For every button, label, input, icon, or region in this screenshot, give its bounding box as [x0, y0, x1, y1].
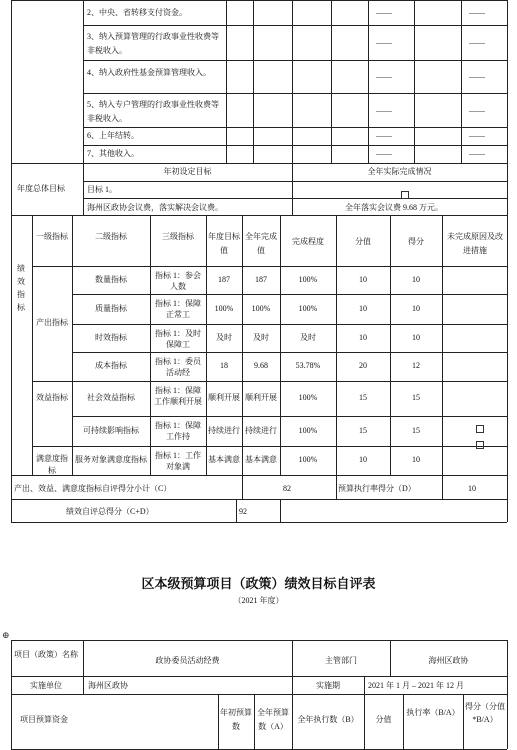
header-completion: 完成程度: [292, 237, 324, 246]
benefit-indicator-label: 效益指标: [36, 393, 68, 402]
income-row-label: 7、其他收入。: [87, 149, 139, 158]
actual-detail: 全年落实会议费 9.68 万元。: [345, 203, 443, 212]
dash-cell: ——: [469, 131, 485, 140]
indicator-target-cell: 持续进行: [208, 426, 240, 435]
indicator-l2-cell: 可持续影响指标: [83, 426, 139, 435]
indicator-actual-cell: 持续进行: [245, 426, 277, 435]
indicator-score-cell: 12: [412, 361, 420, 370]
indicator-l2-cell: 时效指标: [95, 333, 127, 342]
income-row-label: 2、中央、省转移支付资金。: [87, 8, 187, 17]
checkbox-icon[interactable]: [476, 436, 484, 454]
indicator-actual-cell: 9.68: [254, 361, 268, 370]
indicator-target-cell: 顺利开展: [208, 393, 240, 402]
funds-label: 项目预算资金: [20, 715, 68, 724]
indicator-actual-cell: 及时: [253, 333, 269, 342]
header-reason: 未完成原因及改进措施: [447, 232, 503, 255]
dash-cell: ——: [376, 38, 392, 47]
satisfaction-indicator-label: 满意度指标: [36, 454, 68, 475]
indicator-target-cell: 基本满意: [208, 455, 240, 464]
subtotal-label: 产出、效益、满意度指标自评得分小计（C）: [14, 484, 172, 493]
output-indicator-label: 产出指标: [36, 318, 68, 327]
indicator-actual-cell: 100%: [251, 304, 271, 313]
actual-goal-header: 全年实际完成情况: [367, 167, 432, 176]
header-score: 得分: [408, 237, 424, 246]
indicator-score-cell: 15: [412, 393, 420, 402]
indicator-target-cell: 及时: [216, 333, 232, 342]
initial-goal-header: 年初设定目标: [163, 167, 212, 176]
second-title: 区本级预算项目（政策）绩效目标自评表: [141, 577, 376, 592]
indicator-l3-cell: 指标 1：保障工作顺利开展: [154, 386, 202, 406]
indicator-completion-cell: 100%: [298, 393, 318, 402]
goal-detail: 海州区政协会议费，落实解决会议费。: [87, 203, 223, 212]
header-target: 年度目标值: [208, 232, 240, 255]
indicator-l3-cell: 指标 1：保障正常工: [155, 299, 201, 319]
indicator-value-cell: 10: [359, 455, 367, 464]
income-row-label: 4、纳入政府性基金预算管理收入。: [87, 68, 211, 77]
second-subtitle: （2021 年度）: [233, 596, 284, 605]
indicator-score-cell: 10: [412, 333, 420, 342]
dash-cell: ——: [376, 8, 392, 17]
dash-cell: ——: [469, 149, 485, 158]
subtotal-value: 82: [283, 484, 291, 493]
indicator-value-cell: 15: [359, 393, 367, 402]
header-level3: 三级指标: [162, 232, 194, 241]
total-label: 绩效自评总得分（C+D）: [66, 507, 154, 516]
perf-indicator-label: 绩效指标: [17, 264, 25, 312]
header-score-value: 分值: [355, 237, 371, 246]
indicator-completion-cell: 100%: [298, 304, 318, 313]
dash-cell: ——: [376, 131, 392, 140]
indicator-value-cell: 15: [359, 426, 367, 435]
indicator-completion-cell: 100%: [298, 455, 318, 464]
dash-cell: ——: [469, 8, 485, 17]
indicator-value-cell: 20: [359, 361, 367, 370]
exec-rate-value: 10: [468, 484, 476, 493]
indicator-score-cell: 10: [412, 275, 420, 284]
checkbox-icon[interactable]: [401, 186, 409, 204]
indicator-l2-cell: 质量指标: [95, 304, 127, 313]
indicator-l3-cell: 指标 1：及时保障工: [155, 329, 201, 349]
indicator-completion-cell: 100%: [298, 275, 318, 284]
indicator-l3-cell: 指标 1：工作对象满: [155, 451, 201, 471]
project-name: 政协委员活动经费: [155, 656, 220, 665]
indicator-l3-cell: 指标 1：参会人数: [155, 271, 201, 291]
score-formula-header: 得分（分值*B/A）: [465, 702, 505, 724]
header-actual: 全年完成值: [245, 232, 277, 255]
indicator-l3-cell: 指标 1：保障工作持: [155, 421, 201, 441]
income-row-label: 5、纳入专户管理的行政事业性收费等非税收入。: [87, 100, 219, 123]
impl-label: 实施单位: [30, 681, 62, 690]
indicator-target-cell: 18: [220, 361, 228, 370]
indicator-score-cell: 10: [412, 455, 420, 464]
indicator-l2-cell: 服务对象满意度指标: [75, 455, 147, 464]
income-row-label: 3、纳入预算管理的行政事业性收费等非税收入。: [87, 32, 219, 55]
indicator-completion-cell: 100%: [298, 426, 318, 435]
indicator-actual-cell: 187: [255, 275, 267, 284]
dept-label: 主管部门: [325, 656, 357, 665]
indicator-actual-cell: 基本满意: [245, 455, 277, 464]
exec-rate-label: 预算执行率得分（D）: [338, 484, 416, 493]
indicator-score-cell: 10: [412, 304, 420, 313]
dash-cell: ——: [469, 106, 485, 115]
indicator-value-cell: 10: [359, 333, 367, 342]
exec-rate-header: 执行率（B/A）: [406, 708, 460, 717]
indicator-target-cell: 187: [218, 275, 230, 284]
period-label: 实施期: [316, 681, 340, 690]
project-name-label: 项目（政策）名称: [14, 650, 78, 659]
dash-cell: ——: [376, 72, 392, 81]
indicator-completion-cell: 及时: [300, 333, 316, 342]
goal-1: 目标 1。: [87, 185, 117, 194]
indicator-completion-cell: 53.78%: [295, 361, 321, 370]
annual-budget-header: 全年预算数（A）: [257, 708, 289, 731]
impl-value: 海州区政协: [88, 681, 128, 690]
dash-cell: ——: [469, 38, 485, 47]
header-level2: 二级指标: [95, 232, 127, 241]
indicator-l2-cell: 成本指标: [95, 361, 127, 370]
income-row-label: 6、上年结转。: [87, 131, 139, 140]
table-move-handle-icon[interactable]: ⊕: [2, 630, 10, 640]
total-value: 92: [239, 507, 247, 516]
annual-goal-label: 年度总体目标: [17, 184, 65, 193]
period-value: 2021 年 1 月 – 2021 年 12 月: [368, 681, 464, 690]
annual-initial-header: 年初预算数: [220, 708, 252, 731]
indicator-actual-cell: 顺利开展: [245, 393, 277, 402]
indicator-l2-cell: 数量指标: [95, 275, 127, 284]
dash-cell: ——: [469, 72, 485, 81]
header-level1: 一级指标: [36, 232, 68, 241]
dept-value: 海州区政协: [428, 656, 469, 665]
annual-exec-header: 全年执行数（B）: [297, 715, 359, 724]
indicator-l3-cell: 指标 1：委员活动经: [155, 357, 201, 377]
indicator-target-cell: 100%: [214, 304, 234, 313]
indicator-l2-cell: 社会效益指标: [87, 393, 135, 402]
dash-cell: ——: [376, 149, 392, 158]
indicator-score-cell: 15: [412, 426, 420, 435]
score-value-header: 分值: [375, 715, 392, 724]
dash-cell: ——: [376, 106, 392, 115]
indicator-value-cell: 10: [359, 304, 367, 313]
indicator-value-cell: 10: [359, 275, 367, 284]
